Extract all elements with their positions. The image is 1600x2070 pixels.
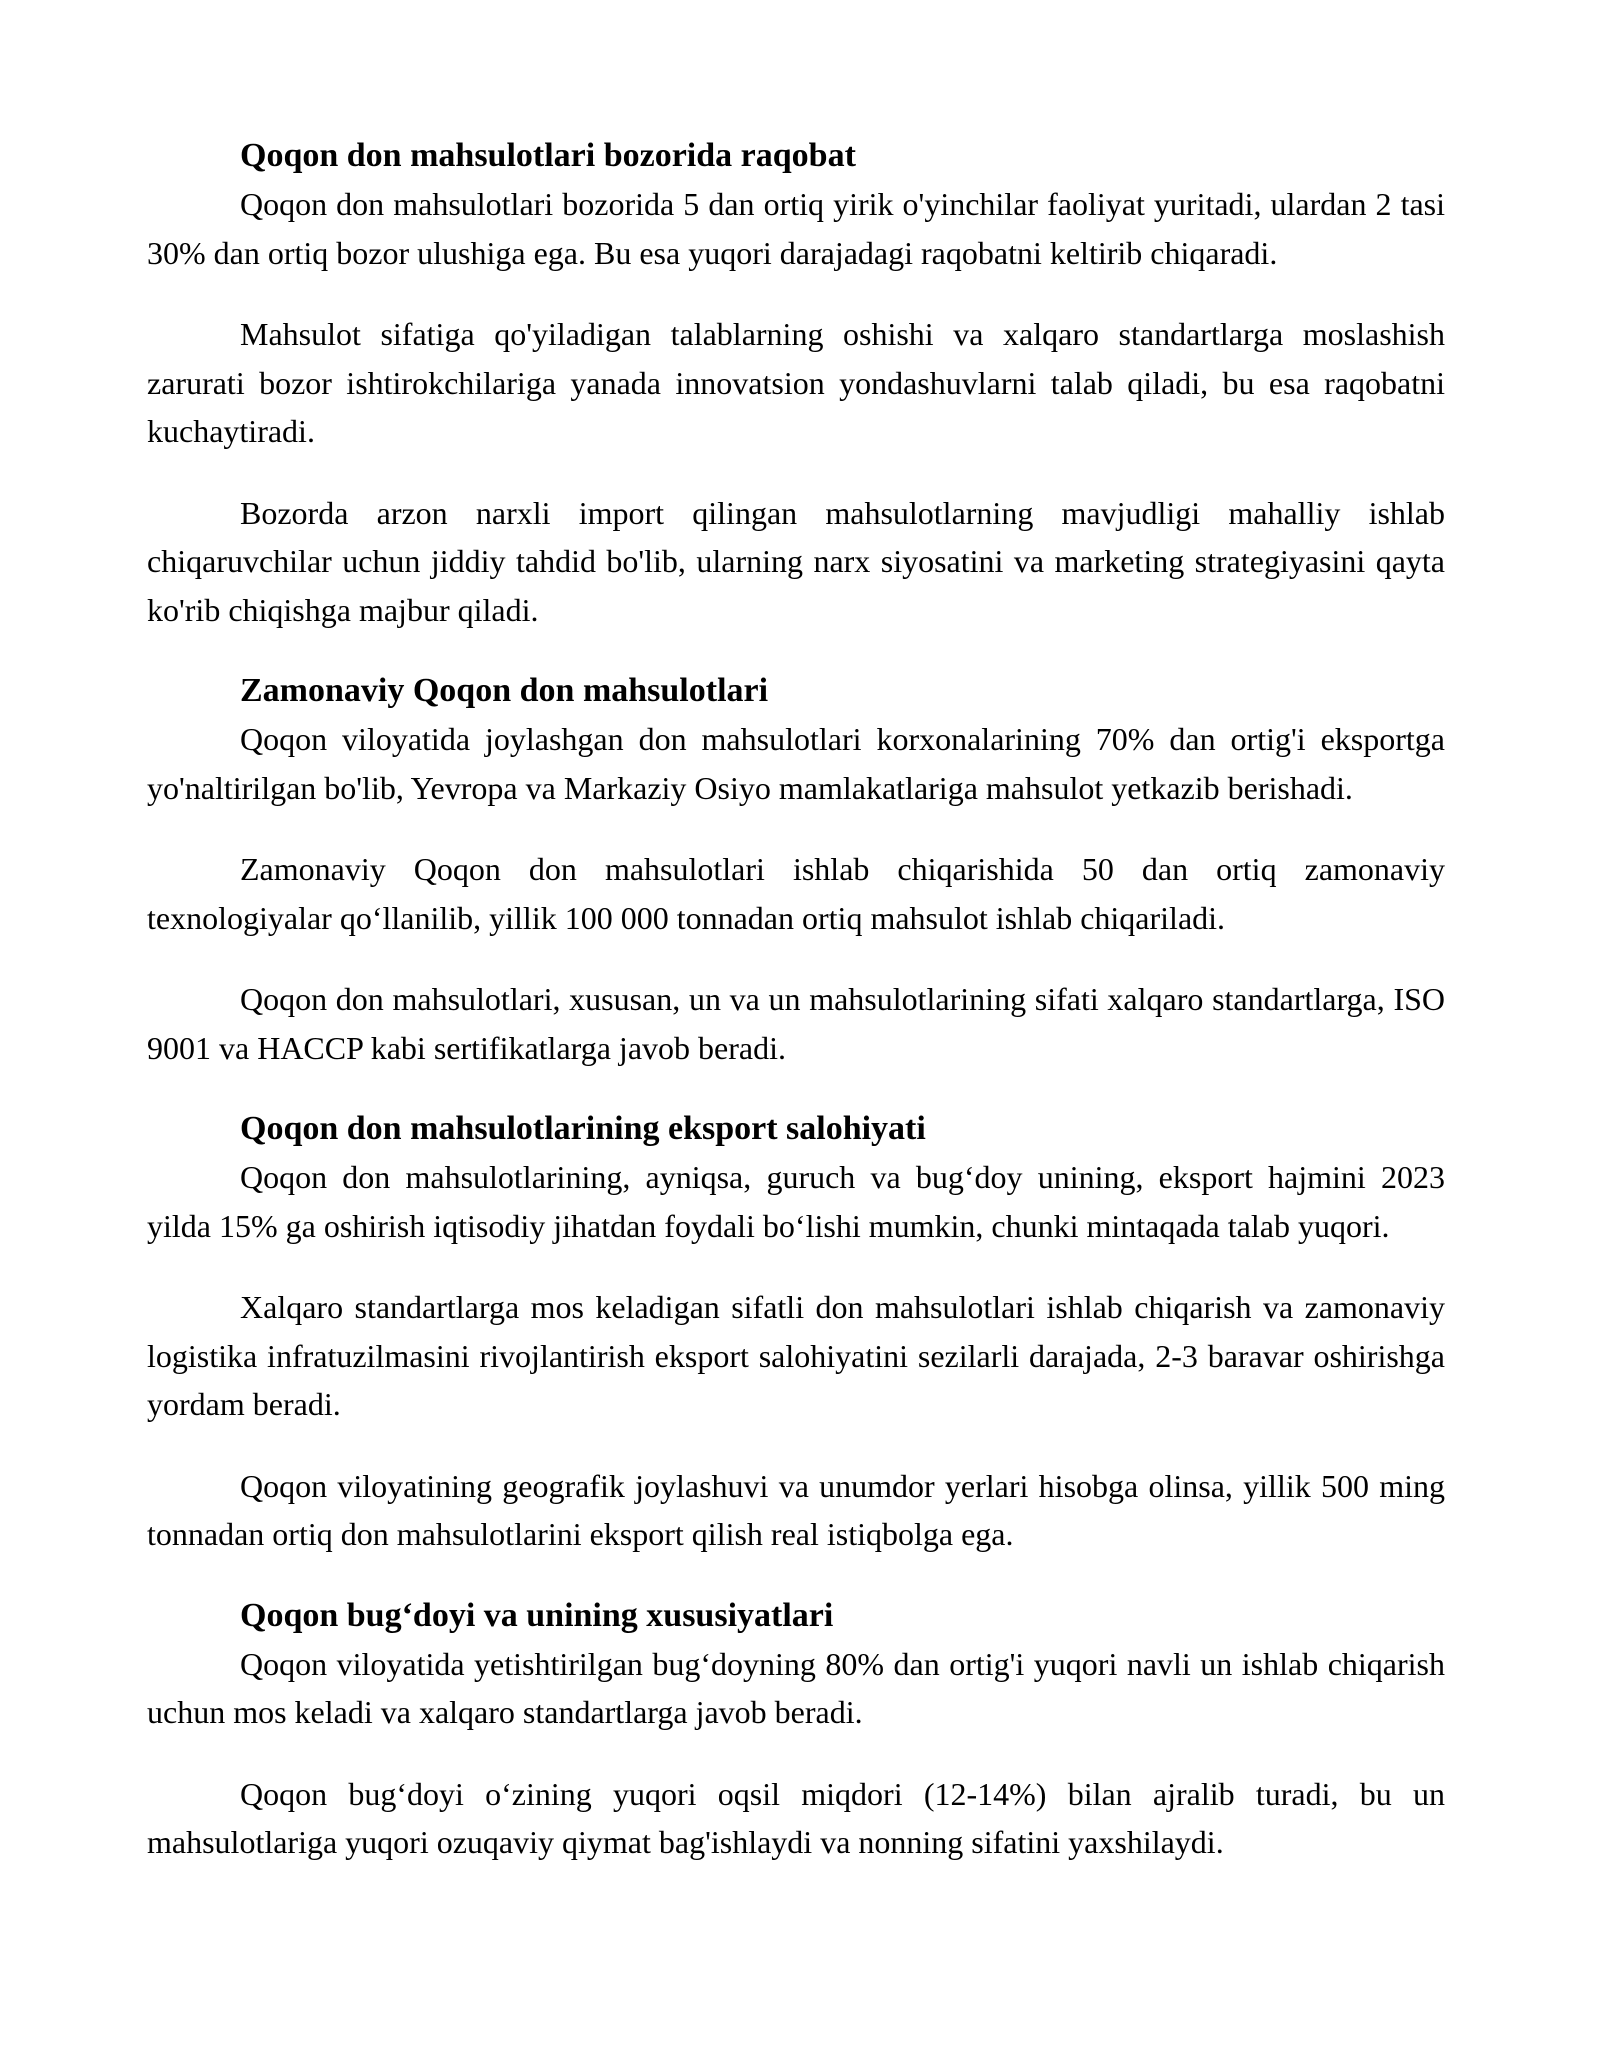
- paragraph: Qoqon viloyatida yetishtirilgan bug‘doyning 80% dan ortig'i yuqori navli un ishlab chiqarish uchun mos keladi va xalqaro standartlarga javob beradi.: [147, 1645, 1445, 1730]
- paragraph: Mahsulot sifatiga qo'yiladigan talablarning oshishi va xalqaro standartlarga moslashish zarurati bozor ishtirokchilariga yanada innovatsion yondashuvlarni talab qiladi, bu esa raqobatni kuchaytiradi.: [147, 316, 1445, 449]
- paragraph: Qoqon viloyatida joylashgan don mahsulotlari korxonalarining 70% dan ortig'i eksportga yo'naltirilgan bo'lib, Yevropa va Markaziy Osiyo mamlakatlariga mahsulot yetkazib berishadi.: [147, 721, 1445, 806]
- paragraph: Xalqaro standartlarga mos keladigan sifatli don mahsulotlari ishlab chiqarish va zamonaviy logistika infratuzilmasini rivojlantirish eksport salohiyatini sezilarli darajada, 2-3 baravar oshirishga yordam beradi.: [147, 1289, 1445, 1422]
- section-heading: Qoqon don mahsulotlari bozorida raqobat: [240, 137, 856, 174]
- paragraph: Bozorda arzon narxli import qilingan mahsulotlarning mavjudligi mahalliy ishlab chiqaruvchilar uchun jiddiy tahdid bo'lib, ularning narx siyosatini va marketing strategiyasini qayta ko'rib chiqishga majbur qiladi.: [147, 494, 1445, 628]
- paragraph: Qoqon don mahsulotlari bozorida 5 dan ortiq yirik o'yinchilar faoliyat yuritadi, ulardan 2 tasi 30% dan ortiq bozor ulushiga ega. Bu esa yuqori darajadagi raqobatni keltirib chiqaradi.: [147, 186, 1445, 271]
- section-heading: Zamonaviy Qoqon don mahsulotlari: [240, 672, 769, 709]
- section-heading: Qoqon don mahsulotlarining eksport salohiyati: [240, 1110, 926, 1147]
- paragraph: Qoqon don mahsulotlari, xususan, un va un mahsulotlarining sifati xalqaro standartlarga, ISO 9001 va HACCP kabi sertifikatlarga javob beradi.: [147, 981, 1445, 1066]
- section-export-potential: [147, 1105, 1445, 1559]
- paragraph: Qoqon don mahsulotlarining, ayniqsa, guruch va bug‘doy unining, eksport hajmini 2023 yilda 15% ga oshirish iqtisodiy jihatdan foydali bo‘lishi mumkin, chunki mintaqada talab yuqori.: [147, 1159, 1445, 1244]
- section-modern-products: [147, 667, 1445, 1072]
- document-page: [147, 132, 1445, 1900]
- paragraph: Qoqon bug‘doyi o‘zining yuqori oqsil miqdori (12-14%) bilan ajralib turadi, bu un mahsulotlariga yuqori ozuqaviy qiymat bag'ishlaydi va nonning sifatini yaxshilaydi.: [147, 1775, 1445, 1860]
- section-wheat-properties: [147, 1592, 1445, 1867]
- paragraph: Zamonaviy Qoqon don mahsulotlari ishlab chiqarishida 50 dan ortiq zamonaviy texnologiyalar qo‘llanilib, yillik 100 000 tonnadan ortiq mahsulot ishlab chiqariladi.: [147, 851, 1445, 936]
- paragraph: Qoqon viloyatining geografik joylashuvi va unumdor yerlari hisobga olinsa, yillik 500 ming tonnadan ortiq don mahsulotlarini eksport qilish real istiqbolga ega.: [147, 1467, 1445, 1552]
- section-market-competition: [147, 132, 1445, 634]
- section-heading: Qoqon bug‘doyi va unining xususiyatlari: [240, 1596, 834, 1634]
